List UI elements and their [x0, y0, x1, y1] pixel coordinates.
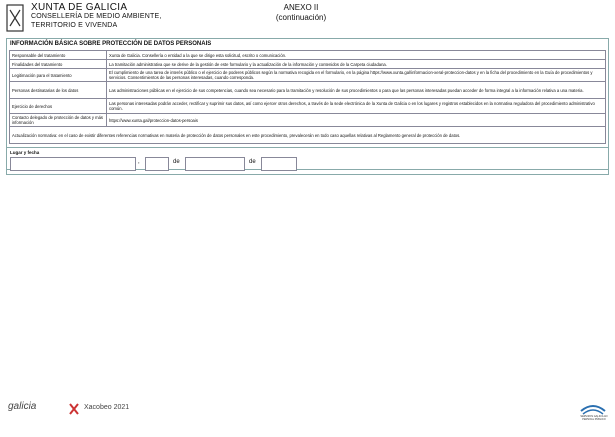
table-row [10, 114, 606, 127]
row-value: La tramitación administrativa que se derive de la gestión de este formulario y la actualización de la información y contenidos de la Carpeta ciudadana. [107, 60, 606, 69]
department-line-2: TERRITORIO E VIVENDA [31, 22, 118, 29]
annex-title [261, 3, 341, 23]
row-key: Legitimación para el tratamiento [10, 69, 107, 82]
row-key: Personas destinatarias de los datos [10, 82, 107, 99]
row-value: Las personas interesadas podrán acceder, rectificar y suprimir sus datos, así como ejercer otros derechos, a través de la sede electrónica de la Xunta de Galicia o en los lugares y registros establecidos en la normativa reguladora del procedimiento administrativo común. [107, 99, 606, 114]
table-row [10, 127, 606, 144]
xacobeo-icon [68, 402, 80, 416]
row-key: Finalidades del tratamiento [10, 60, 107, 69]
department-line-1: CONSELLERÍA DE MEDIO AMBIENTE, [31, 13, 162, 20]
table-row [10, 60, 606, 69]
row-value: https://www.xunta.gal/proteccion-datos-persoais [107, 114, 606, 127]
xunta-shield-icon [6, 4, 24, 32]
data-protection-title: INFORMACIÓN BÁSICA SOBRE PROTECCIÓN DE DATOS PERSONAIS [10, 41, 212, 47]
row-key: Ejercicio de derechos [10, 99, 107, 114]
annex-label: ANEXO II [283, 3, 319, 12]
xacobeo-logo: Xacobeo 2021 [84, 404, 130, 411]
brand-name: XUNTA DE GALICIA [31, 2, 128, 13]
galicia-logo: galicia [8, 401, 37, 412]
day-field[interactable] [145, 157, 169, 171]
update-note: Actualización normativa: en el caso de existir diferentes referencias normativas en materia de protección de datos personales en este procedimiento, prevalecerán en todo caso aquellas relativas al Reglamento general de protección de datos. [10, 127, 606, 144]
row-value: Las administraciones públicas en el ejercicio de sus competencias, cuando sea necesario para la tramitación y resolución de sus procedimientos o para que las personas interesadas puedan acceder de forma integral a la información relativa a una materia. [107, 82, 606, 99]
table-row [10, 82, 606, 99]
separator-comma: , [138, 159, 140, 165]
place-field[interactable] [10, 157, 136, 171]
table-row [10, 99, 606, 114]
seal-icon [579, 399, 607, 425]
xunta-logo-text [31, 3, 161, 30]
place-date-panel [6, 147, 609, 175]
place-date-label: Lugar y fecha [10, 150, 40, 155]
row-value: El cumplimiento de una tarea de interés público o el ejercicio de poderes públicos según la normativa recogida en el formulario, en la página https://www.xunta.gal/informacion-xeral-proteccion-datos y en la ficha del procedimiento en la Guía de procedimientos y servicios. Consentimientos de las personas interesadas, cuando corresponda. [107, 69, 606, 82]
month-field[interactable] [185, 157, 245, 171]
table-row [10, 69, 606, 82]
page-footer [0, 395, 615, 437]
page-header [6, 3, 606, 37]
separator-de: de [249, 159, 256, 165]
separator-de: de [173, 159, 180, 165]
annex-subtitle: (continuación) [275, 13, 327, 22]
row-key: Responsable del tratamiento [10, 51, 107, 60]
data-protection-table [9, 50, 606, 144]
year-field[interactable] [261, 157, 297, 171]
seal-text: SERVIZOS GALICIA AO PERSOAL PÚBLICO [580, 415, 608, 421]
row-key: Contacto delegado de protección de datos y más información [10, 114, 107, 127]
row-value: Xunta de Galicia. Consellería o entidad a la que se dirige esta solicitud, escrito o comunicación. [107, 51, 606, 60]
table-row [10, 51, 606, 60]
